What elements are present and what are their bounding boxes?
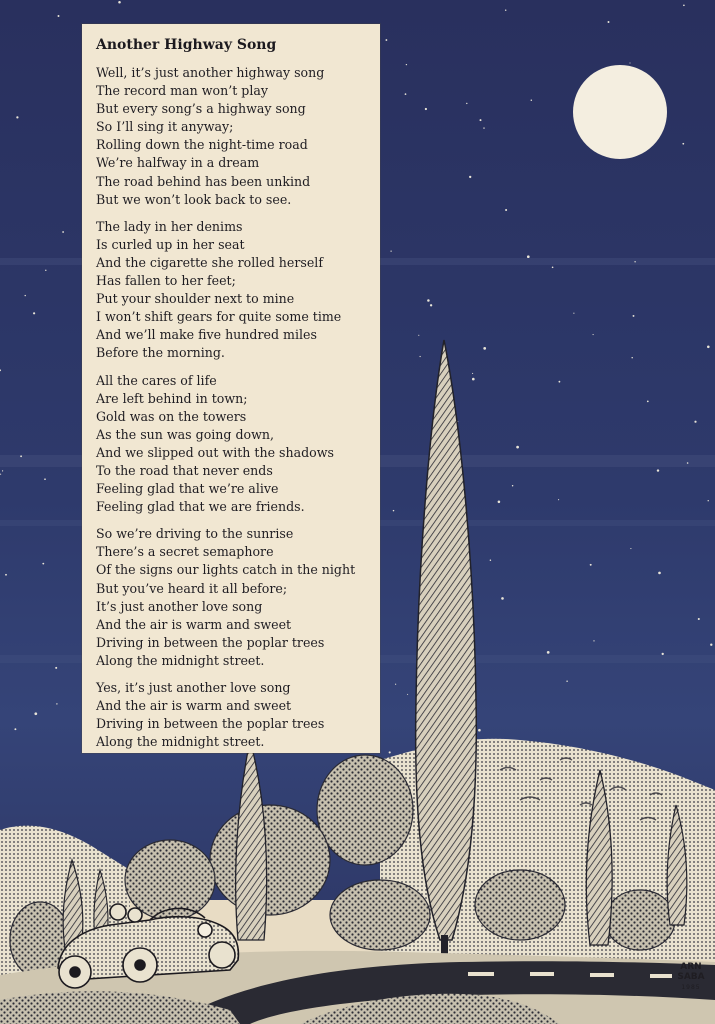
star — [559, 381, 561, 383]
poem-body — [96, 64, 370, 751]
star — [658, 572, 661, 575]
artist-signature — [676, 962, 706, 993]
star — [505, 209, 507, 211]
signature-last-name: SABA — [677, 972, 705, 982]
star — [698, 618, 700, 620]
poem-line: There’s a secret semaphore — [96, 544, 274, 560]
star — [657, 469, 659, 471]
poem-stanza — [96, 64, 370, 209]
star — [501, 597, 504, 600]
poem-line: And the air is warm and sweet — [96, 698, 292, 714]
star — [682, 143, 684, 145]
poem-line: But every song’s a highway song — [96, 101, 306, 117]
star — [389, 751, 391, 753]
poem-stanza — [96, 372, 370, 517]
poem-line: And the cigarette she rolled herself — [96, 254, 323, 270]
star — [405, 93, 407, 95]
star — [44, 478, 46, 480]
poem-line: Feeling glad that we’re alive — [96, 481, 279, 497]
star — [708, 500, 709, 501]
star — [512, 485, 513, 486]
poem-line: Before the morning. — [96, 345, 225, 361]
star — [427, 299, 430, 302]
poem-line: Feeling glad that we are friends. — [96, 499, 305, 515]
star — [385, 39, 387, 41]
star — [42, 563, 44, 565]
star — [480, 119, 482, 121]
star — [683, 4, 685, 6]
poem-line: Is curled up in her seat — [96, 236, 245, 252]
poem-line: I won’t shift gears for quite some time — [96, 309, 342, 325]
poem-title: Another Highway Song — [96, 37, 277, 53]
star — [516, 446, 519, 449]
star — [590, 564, 592, 566]
star — [62, 231, 64, 233]
poem-line: Of the signs our lights catch in the night — [96, 562, 356, 578]
signature-year: 1985 — [681, 984, 701, 991]
star — [662, 653, 664, 655]
star — [573, 313, 574, 314]
star — [478, 729, 481, 732]
poem-stanza — [96, 525, 370, 670]
star — [472, 378, 475, 381]
star — [687, 462, 689, 464]
poem-stanza — [96, 679, 370, 751]
star — [694, 421, 696, 423]
signature-first-name: ARN — [680, 962, 702, 972]
poem-line: Has fallen to her feet; — [96, 273, 236, 289]
poem-line: Rolling down the night-time road — [96, 137, 308, 153]
poem-line: Driving in between the poplar trees — [96, 634, 325, 650]
poem-line: We’re halfway in a dream — [96, 155, 260, 171]
poem-line: As the sun was going down, — [96, 426, 275, 442]
poem-line: But you’ve heard it all before; — [96, 580, 288, 596]
star — [469, 176, 471, 178]
star — [593, 334, 594, 335]
star — [407, 694, 408, 695]
star — [634, 261, 635, 262]
poem-line: Yes, it’s just another love song — [96, 680, 291, 695]
star — [406, 64, 407, 65]
star — [483, 127, 484, 128]
star — [425, 108, 427, 110]
star — [566, 680, 567, 681]
poem-line: So we’re driving to the sunrise — [96, 526, 294, 542]
star — [393, 510, 395, 512]
star — [419, 356, 420, 357]
star — [558, 499, 559, 500]
star — [2, 470, 3, 471]
star — [710, 644, 712, 646]
poem-line: Well, it’s just another highway song — [96, 65, 325, 80]
poem-line: The record man won’t play — [96, 83, 268, 99]
star — [395, 684, 396, 685]
star — [20, 455, 22, 457]
poem-line: The road behind has been unkind — [96, 173, 311, 189]
poem-card — [82, 24, 380, 753]
poem-line: Along the midnight street. — [96, 734, 265, 750]
star — [466, 103, 467, 104]
poem-line: All the cares of life — [96, 372, 217, 388]
star — [483, 347, 486, 350]
star — [707, 346, 710, 349]
poem-line: And the air is warm and sweet — [96, 616, 292, 632]
star — [418, 335, 419, 336]
star — [34, 712, 37, 715]
star — [45, 270, 46, 271]
star — [531, 99, 532, 100]
star — [552, 266, 554, 268]
poem-line: Gold was on the towers — [96, 408, 247, 424]
star — [5, 574, 7, 576]
star — [608, 21, 610, 23]
poem-line: It’s just another love song — [96, 598, 263, 614]
star — [547, 651, 550, 654]
poem-line: And we slipped out with the shadows — [96, 444, 335, 460]
star — [33, 312, 35, 314]
poem-line: Driving in between the poplar trees — [96, 716, 325, 732]
star — [390, 250, 391, 251]
star — [0, 474, 1, 475]
star — [25, 295, 26, 296]
star — [629, 62, 630, 63]
poem-line: And we’ll make five hundred miles — [96, 327, 317, 343]
poem-line: But we won’t look back to see. — [96, 191, 292, 207]
star — [430, 304, 432, 306]
poem-line: To the road that never ends — [96, 462, 273, 478]
poem-stanza — [96, 218, 370, 363]
poem-line: Along the midnight street. — [96, 652, 265, 668]
full-moon — [573, 65, 667, 159]
star — [58, 15, 60, 17]
star — [56, 703, 57, 704]
star — [16, 116, 18, 118]
star — [55, 667, 57, 669]
star — [630, 548, 631, 549]
star — [14, 728, 16, 730]
star — [631, 357, 632, 358]
star — [118, 1, 121, 4]
star — [505, 9, 506, 10]
star — [593, 640, 594, 641]
poem-line: Are left behind in town; — [96, 390, 248, 406]
star — [490, 560, 491, 561]
poem-line: So I’ll sing it anyway; — [96, 119, 234, 135]
star — [647, 401, 649, 403]
round-tree — [317, 755, 413, 865]
star — [527, 255, 530, 258]
star — [498, 501, 501, 504]
star — [472, 373, 473, 374]
star — [633, 315, 635, 317]
poem-line: Put your shoulder next to mine — [96, 291, 295, 307]
poem-line: The lady in her denims — [96, 218, 243, 234]
